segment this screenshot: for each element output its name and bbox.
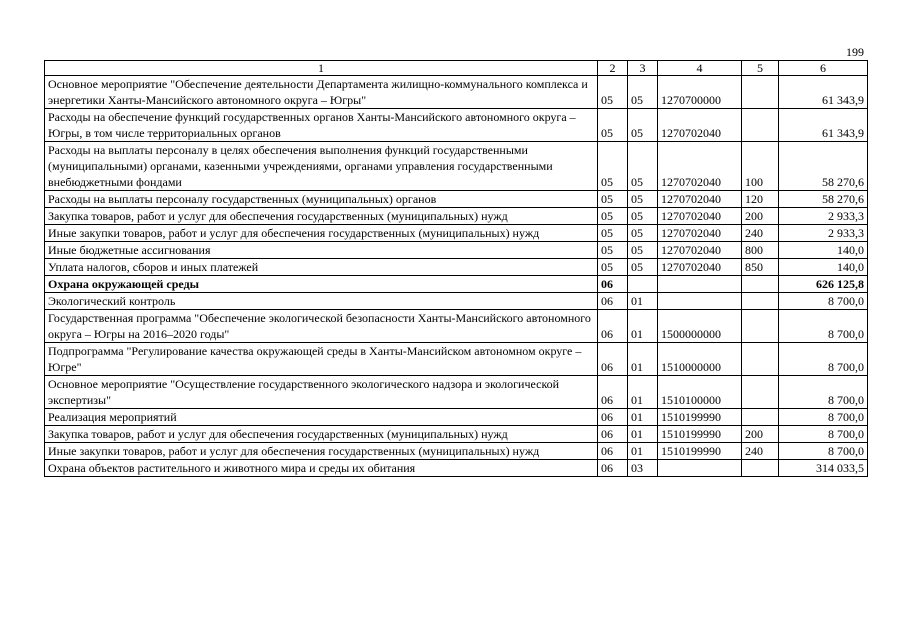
- row-expense-type-cell: [742, 76, 779, 109]
- row-name-cell: Основное мероприятие "Обеспечение деятельности Департамента жилищно-коммунального комплекса и энергетики Ханты-Мансийского автономного округа – Югры": [45, 76, 598, 109]
- row-section-cell: 06: [598, 460, 628, 477]
- row-target-article-cell: 1510199990: [658, 426, 742, 443]
- table-row: [45, 310, 868, 343]
- row-expense-type-cell: [742, 109, 779, 142]
- table-row: [45, 142, 868, 191]
- row-section-cell: 05: [598, 109, 628, 142]
- row-target-article-cell: 1270702040: [658, 191, 742, 208]
- row-expense-type-cell: 200: [742, 208, 779, 225]
- row-name-cell: Иные бюджетные ассигнования: [45, 242, 598, 259]
- row-section-cell: 05: [598, 225, 628, 242]
- row-name-cell: Расходы на выплаты персоналу в целях обеспечения выполнения функций государственными (муниципальными) органами, казенными учреждениями, органами управления государственными внебюджетными фондами: [45, 142, 598, 191]
- row-target-article-cell: 1270702040: [658, 259, 742, 276]
- row-name-cell: Основное мероприятие "Осуществление государственного экологического надзора и экологической экспертизы": [45, 376, 598, 409]
- row-subsection-cell: 01: [628, 293, 658, 310]
- row-name-cell: Экологический контроль: [45, 293, 598, 310]
- row-expense-type-cell: 200: [742, 426, 779, 443]
- row-target-article-cell: 1510199990: [658, 443, 742, 460]
- row-subsection-cell: 03: [628, 460, 658, 477]
- row-name-cell: Подпрограмма "Регулирование качества окружающей среды в Ханты-Мансийском автономном округе – Югре": [45, 343, 598, 376]
- budget-table: [44, 60, 868, 477]
- row-expense-type-cell: [742, 409, 779, 426]
- row-name-cell: Реализация мероприятий: [45, 409, 598, 426]
- header-cell-6: 6: [779, 61, 868, 76]
- row-amount-cell: 2 933,3: [779, 208, 868, 225]
- row-name-cell: Закупка товаров, работ и услуг для обеспечения государственных (муниципальных) нужд: [45, 208, 598, 225]
- header-cell-3: 3: [628, 61, 658, 76]
- row-subsection-cell: 01: [628, 343, 658, 376]
- row-section-cell: 05: [598, 191, 628, 208]
- row-name-cell: Расходы на выплаты персоналу государственных (муниципальных) органов: [45, 191, 598, 208]
- row-amount-cell: 8 700,0: [779, 343, 868, 376]
- header-cell-2: 2: [598, 61, 628, 76]
- row-expense-type-cell: 800: [742, 242, 779, 259]
- row-amount-cell: 8 700,0: [779, 443, 868, 460]
- row-subsection-cell: 05: [628, 208, 658, 225]
- row-expense-type-cell: 240: [742, 443, 779, 460]
- table-row: [45, 460, 868, 477]
- table-row: [45, 109, 868, 142]
- page-number: 199: [846, 45, 864, 59]
- row-expense-type-cell: 850: [742, 259, 779, 276]
- row-section-cell: 06: [598, 426, 628, 443]
- row-target-article-cell: 1510000000: [658, 343, 742, 376]
- row-expense-type-cell: [742, 310, 779, 343]
- row-subsection-cell: 05: [628, 76, 658, 109]
- row-target-article-cell: [658, 276, 742, 293]
- row-subsection-cell: 05: [628, 225, 658, 242]
- row-target-article-cell: 1500000000: [658, 310, 742, 343]
- row-amount-cell: 140,0: [779, 242, 868, 259]
- row-subsection-cell: 01: [628, 426, 658, 443]
- row-section-cell: 05: [598, 208, 628, 225]
- row-target-article-cell: 1510199990: [658, 409, 742, 426]
- row-name-cell: Государственная программа "Обеспечение экологической безопасности Ханты-Мансийского автономного округа – Югры на 2016–2020 годы": [45, 310, 598, 343]
- table-row: [45, 191, 868, 208]
- row-target-article-cell: 1270702040: [658, 142, 742, 191]
- table-row: [45, 343, 868, 376]
- row-expense-type-cell: 100: [742, 142, 779, 191]
- row-section-cell: 06: [598, 293, 628, 310]
- row-amount-cell: 2 933,3: [779, 225, 868, 242]
- row-subsection-cell: 01: [628, 310, 658, 343]
- row-amount-cell: 626 125,8: [779, 276, 868, 293]
- header-cell-4: 4: [658, 61, 742, 76]
- table-row: [45, 276, 868, 293]
- row-amount-cell: 61 343,9: [779, 109, 868, 142]
- row-amount-cell: 8 700,0: [779, 426, 868, 443]
- row-amount-cell: 8 700,0: [779, 376, 868, 409]
- row-target-article-cell: 1270700000: [658, 76, 742, 109]
- table-row: [45, 376, 868, 409]
- row-expense-type-cell: [742, 460, 779, 477]
- row-target-article-cell: 1510100000: [658, 376, 742, 409]
- row-amount-cell: 8 700,0: [779, 293, 868, 310]
- row-section-cell: 06: [598, 409, 628, 426]
- row-subsection-cell: 01: [628, 443, 658, 460]
- row-subsection-cell: 05: [628, 242, 658, 259]
- header-cell-1: 1: [45, 61, 598, 76]
- row-section-cell: 05: [598, 242, 628, 259]
- row-name-cell: Охрана окружающей среды: [45, 276, 598, 293]
- row-subsection-cell: [628, 276, 658, 293]
- row-target-article-cell: [658, 293, 742, 310]
- row-amount-cell: 8 700,0: [779, 310, 868, 343]
- row-section-cell: 06: [598, 376, 628, 409]
- row-subsection-cell: 05: [628, 259, 658, 276]
- row-section-cell: 06: [598, 276, 628, 293]
- row-expense-type-cell: [742, 276, 779, 293]
- row-name-cell: Иные закупки товаров, работ и услуг для обеспечения государственных (муниципальных) нужд: [45, 225, 598, 242]
- row-target-article-cell: 1270702040: [658, 109, 742, 142]
- row-expense-type-cell: [742, 293, 779, 310]
- row-name-cell: Закупка товаров, работ и услуг для обеспечения государственных (муниципальных) нужд: [45, 426, 598, 443]
- row-section-cell: 06: [598, 443, 628, 460]
- row-subsection-cell: 05: [628, 142, 658, 191]
- row-amount-cell: 61 343,9: [779, 76, 868, 109]
- row-section-cell: 05: [598, 142, 628, 191]
- row-subsection-cell: 01: [628, 376, 658, 409]
- table-header-row: [45, 61, 868, 76]
- row-amount-cell: 58 270,6: [779, 142, 868, 191]
- row-subsection-cell: 01: [628, 409, 658, 426]
- row-target-article-cell: 1270702040: [658, 208, 742, 225]
- table-row: [45, 259, 868, 276]
- row-amount-cell: 8 700,0: [779, 409, 868, 426]
- row-name-cell: Иные закупки товаров, работ и услуг для обеспечения государственных (муниципальных) нужд: [45, 443, 598, 460]
- row-name-cell: Уплата налогов, сборов и иных платежей: [45, 259, 598, 276]
- row-name-cell: Расходы на обеспечение функций государственных органов Ханты-Мансийского автономного округа – Югры, в том числе территориальных органов: [45, 109, 598, 142]
- row-expense-type-cell: 240: [742, 225, 779, 242]
- table-row: [45, 225, 868, 242]
- header-cell-5: 5: [742, 61, 779, 76]
- table-row: [45, 208, 868, 225]
- row-target-article-cell: 1270702040: [658, 225, 742, 242]
- table-row: [45, 242, 868, 259]
- table-row: [45, 443, 868, 460]
- table-row: [45, 409, 868, 426]
- table-row: [45, 293, 868, 310]
- row-section-cell: 06: [598, 310, 628, 343]
- row-subsection-cell: 05: [628, 109, 658, 142]
- row-expense-type-cell: 120: [742, 191, 779, 208]
- row-amount-cell: 140,0: [779, 259, 868, 276]
- table-row: [45, 76, 868, 109]
- row-name-cell: Охрана объектов растительного и животного мира и среды их обитания: [45, 460, 598, 477]
- row-amount-cell: 314 033,5: [779, 460, 868, 477]
- row-expense-type-cell: [742, 343, 779, 376]
- row-target-article-cell: [658, 460, 742, 477]
- row-subsection-cell: 05: [628, 191, 658, 208]
- table-row: [45, 426, 868, 443]
- row-section-cell: 06: [598, 343, 628, 376]
- row-section-cell: 05: [598, 259, 628, 276]
- row-amount-cell: 58 270,6: [779, 191, 868, 208]
- row-target-article-cell: 1270702040: [658, 242, 742, 259]
- row-section-cell: 05: [598, 76, 628, 109]
- row-expense-type-cell: [742, 376, 779, 409]
